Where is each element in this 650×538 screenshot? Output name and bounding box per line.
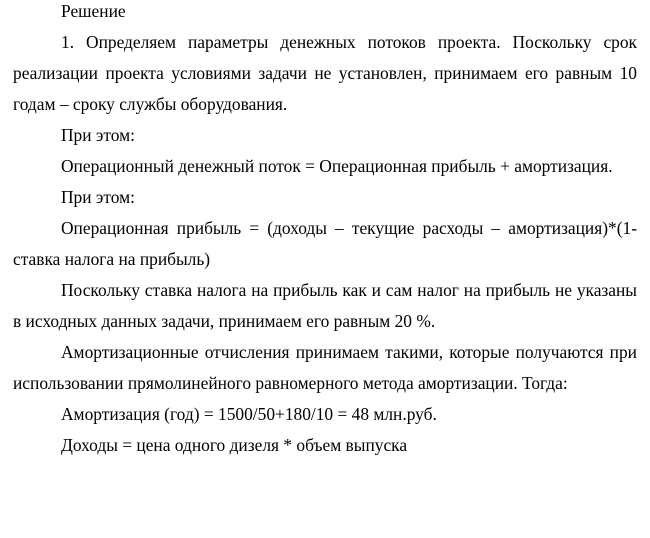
paragraph-pri-etom-1: При этом:	[61, 125, 135, 145]
paragraph-step-1: 1. Определяем параметры денежных потоков проекта. Поскольку срок реализации проекта условиями задачи не установлен, принимаем его равным 10 годам – сроку службы оборудования.	[13, 32, 637, 114]
paragraph-tax-rate: Поскольку ставка налога на прибыль как и сам налог на прибыль не указаны в исходных данных задачи, принимаем его равным 20 %.	[13, 280, 637, 331]
paragraph-pri-etom-2: При этом:	[61, 187, 135, 207]
paragraph-operating-profit: Операционная прибыль = (доходы – текущие расходы – амортизация)*(1- ставка налога на прибыль)	[13, 218, 637, 269]
paragraph-depreciation-method: Амортизационные отчисления принимаем такими, которые получаются при использовании прямолинейного равномерного метода амортизации. Тогда:	[13, 342, 637, 393]
paragraph-operating-cash-flow: Операционный денежный поток = Операционная прибыль + амортизация.	[61, 156, 613, 176]
document-body	[13, 0, 637, 461]
section-heading: Решение	[61, 1, 126, 21]
paragraph-depreciation-formula: Амортизация (год) = 1500/50+180/10 = 48 млн.руб.	[61, 404, 437, 424]
paragraph-revenue-formula: Доходы = цена одного дизеля * объем выпуска	[61, 435, 408, 455]
